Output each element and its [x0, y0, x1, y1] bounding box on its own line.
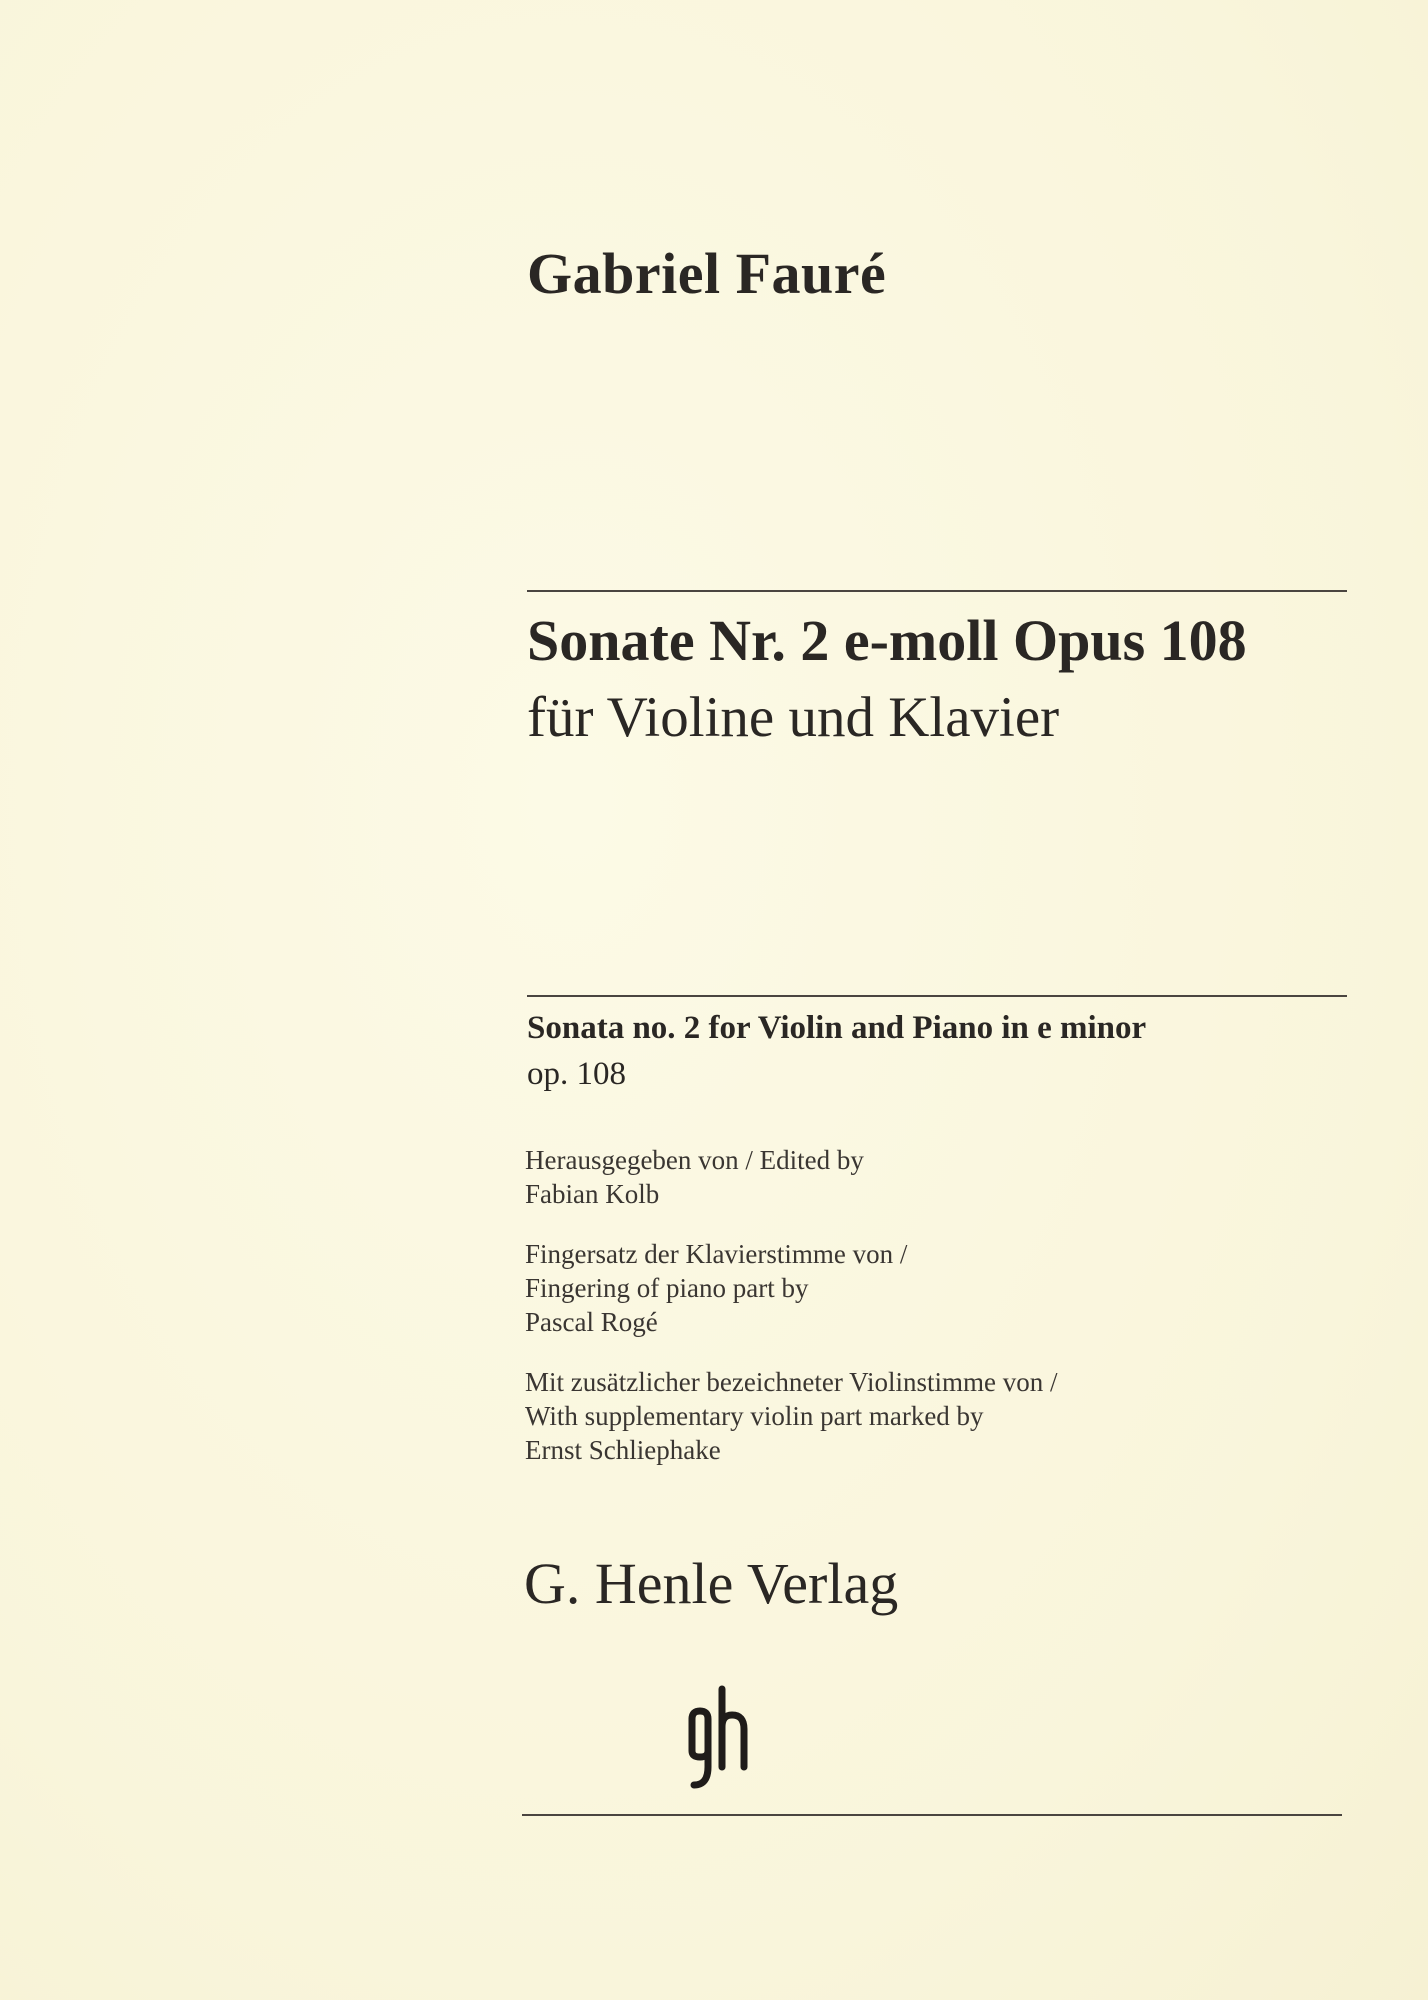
- henle-logo-icon: [682, 1685, 762, 1795]
- subtitle-german: für Violine und Klavier: [527, 686, 1060, 749]
- violin-part-name: Ernst Schliephake: [525, 1435, 721, 1465]
- title-english: Sonata no. 2 for Violin and Piano in e minor: [527, 1010, 1147, 1046]
- editor-credit: [525, 1143, 864, 1211]
- fingering-label-en: Fingering of piano part by: [525, 1273, 809, 1303]
- editor-label: Herausgegeben von / Edited by: [525, 1145, 864, 1175]
- composer-name: Gabriel Fauré: [527, 241, 887, 306]
- violin-part-credit: [525, 1365, 1057, 1467]
- divider-top: [527, 590, 1347, 592]
- violin-part-label-en: With supplementary violin part marked by: [525, 1401, 984, 1431]
- divider-middle: [527, 995, 1347, 997]
- opus-english: op. 108: [527, 1056, 626, 1092]
- fingering-label-de: Fingersatz der Klavierstimme von /: [525, 1239, 908, 1269]
- publisher-name: G. Henle Verlag: [524, 1551, 899, 1616]
- title-german: Sonate Nr. 2 e-moll Opus 108: [527, 608, 1247, 673]
- editor-name: Fabian Kolb: [525, 1179, 660, 1209]
- divider-bottom: [522, 1814, 1342, 1816]
- fingering-credit: [525, 1237, 907, 1339]
- violin-part-label-de: Mit zusätzlicher bezeichneter Violinstimme von /: [525, 1367, 1058, 1397]
- fingering-name: Pascal Rogé: [525, 1307, 658, 1337]
